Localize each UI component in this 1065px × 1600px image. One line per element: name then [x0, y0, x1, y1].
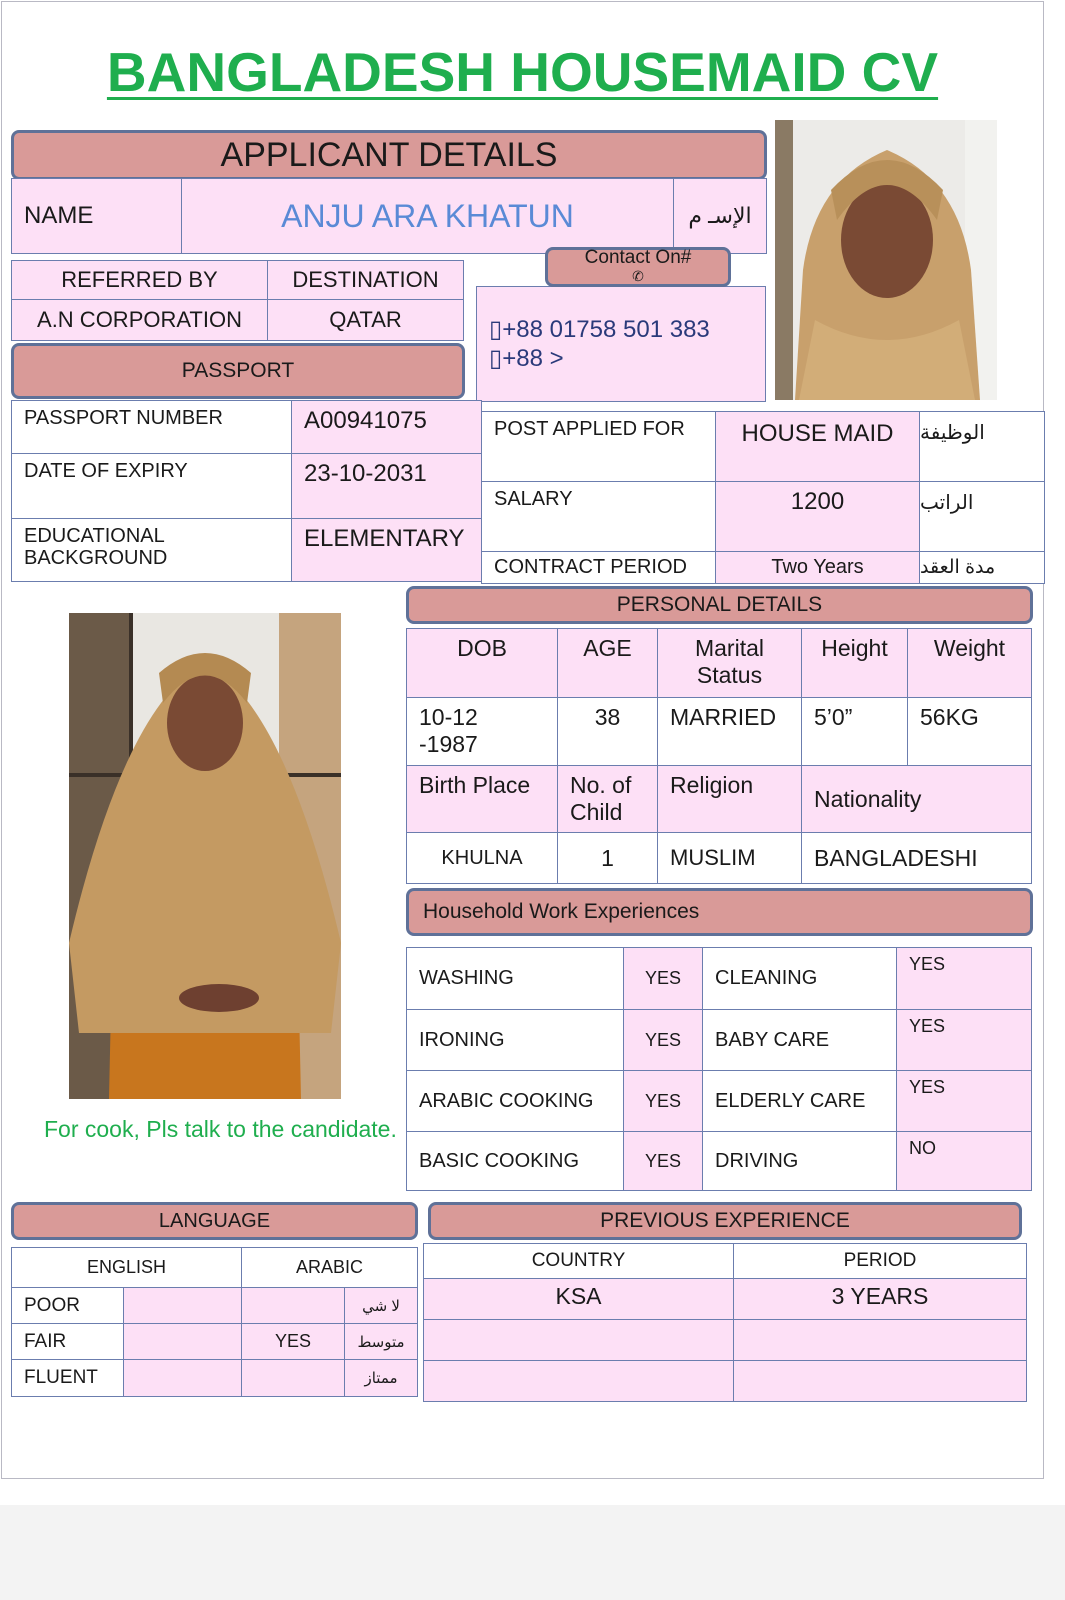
household-header: Household Work Experiences	[406, 888, 1033, 936]
date-of-expiry-value: 23-10-2031	[291, 453, 482, 519]
household-task-cleaning: CLEANING	[702, 947, 897, 1010]
english-fair-value	[123, 1323, 242, 1360]
children-label: No. of Child	[557, 765, 658, 833]
post-arabic-label: الوظيفة	[919, 411, 1045, 482]
household-value-baby-care: YES	[896, 1009, 1032, 1071]
personal-details-header: PERSONAL DETAILS	[406, 586, 1033, 624]
contact-box	[476, 286, 766, 402]
phone-1[interactable]: ▯+88 01758 501 383	[489, 316, 710, 343]
page-title: BANGLADESH HOUSEMAID CV	[106, 41, 939, 103]
previous-country-1: KSA	[423, 1278, 734, 1320]
arabic-fair-label: متوسط	[344, 1323, 418, 1360]
name-label: NAME	[11, 178, 182, 254]
height-label: Height	[801, 628, 908, 698]
previous-period-1: 3 YEARS	[733, 1278, 1027, 1320]
applicant-details-header: APPLICANT DETAILS	[11, 130, 767, 180]
household-value-elderly-care: YES	[896, 1070, 1032, 1132]
nationality-label: Nationality	[801, 765, 1032, 833]
previous-experience-header: PREVIOUS EXPERIENCE	[428, 1202, 1022, 1240]
previous-period-2	[733, 1319, 1027, 1361]
footer-strip	[0, 1505, 1065, 1600]
household-task-driving: DRIVING	[702, 1131, 897, 1191]
destination-label: DESTINATION	[267, 260, 464, 300]
contract-period-value: Two Years	[715, 551, 920, 584]
household-value-basic-cooking: YES	[623, 1131, 703, 1191]
date-of-expiry-label: DATE OF EXPIRY	[11, 453, 292, 519]
contract-period-label: CONTRACT PERIOD	[481, 551, 716, 584]
country-column-label: COUNTRY	[423, 1243, 734, 1279]
height-value: 5’0”	[801, 697, 908, 766]
language-level-fair: FAIR	[11, 1323, 124, 1360]
english-column-label: ENGLISH	[11, 1247, 242, 1288]
arabic-fluent-label: ممتاز	[344, 1359, 418, 1397]
period-column-label: PERIOD	[733, 1243, 1027, 1279]
arabic-column-label: ARABIC	[241, 1247, 418, 1288]
destination-value: QATAR	[267, 299, 464, 341]
marital-status-value: MARRIED	[657, 697, 802, 766]
salary-arabic-label: الراتب	[919, 481, 1045, 552]
household-task-elderly-care: ELDERLY CARE	[702, 1070, 897, 1132]
phone-icon: ✆	[632, 268, 644, 284]
name-arabic-label: الإسـ م	[673, 178, 767, 254]
age-value: 38	[557, 697, 658, 766]
birth-place-value: KHULNA	[406, 832, 558, 884]
passport-number-label: PASSPORT NUMBER	[11, 400, 292, 454]
english-fluent-value	[123, 1359, 242, 1397]
arabic-fluent-value	[241, 1359, 345, 1397]
religion-label: Religion	[657, 765, 802, 833]
language-level-poor: POOR	[11, 1287, 124, 1324]
salary-value: 1200	[715, 481, 920, 552]
arabic-poor-value	[241, 1287, 345, 1324]
children-value: 1	[557, 832, 658, 884]
contract-arabic-label: مدة العقد	[919, 551, 1045, 584]
language-header: LANGUAGE	[11, 1202, 418, 1240]
passport-number-value: A00941075	[291, 400, 482, 454]
cook-note: For cook, Pls talk to the candidate.	[44, 1116, 397, 1142]
household-task-arabic-cooking: ARABIC COOKING	[406, 1070, 624, 1132]
referred-by-value: A.N CORPORATION	[11, 299, 268, 341]
previous-period-3	[733, 1360, 1027, 1402]
contact-header: Contact On# ✆	[545, 247, 731, 287]
post-applied-value: HOUSE MAID	[715, 411, 920, 482]
previous-country-2	[423, 1319, 734, 1361]
weight-value: 56KG	[907, 697, 1032, 766]
nationality-value: BANGLADESHI	[801, 832, 1032, 884]
english-poor-value	[123, 1287, 242, 1324]
household-value-driving: NO	[896, 1131, 1032, 1191]
education-value: ELEMENTARY	[291, 518, 482, 582]
name-value: ANJU ARA KHATUN	[181, 178, 674, 254]
birth-place-label: Birth Place	[406, 765, 558, 833]
household-task-baby-care: BABY CARE	[702, 1009, 897, 1071]
marital-status-label: Marital Status	[657, 628, 802, 698]
household-task-ironing: IRONING	[406, 1009, 624, 1071]
religion-value: MUSLIM	[657, 832, 802, 884]
household-value-arabic-cooking: YES	[623, 1070, 703, 1132]
phone-2[interactable]: ▯+88 >	[489, 345, 564, 372]
dob-label: DOB	[406, 628, 558, 698]
dob-value: 10-12 -1987	[406, 697, 558, 766]
arabic-poor-label: لا شي	[344, 1287, 418, 1324]
age-label: AGE	[557, 628, 658, 698]
household-value-ironing: YES	[623, 1009, 703, 1071]
household-value-washing: YES	[623, 947, 703, 1010]
previous-country-3	[423, 1360, 734, 1402]
applicant-photo-portrait	[775, 120, 997, 400]
household-value-cleaning: YES	[896, 947, 1032, 1010]
passport-header: PASSPORT	[11, 343, 465, 399]
weight-label: Weight	[907, 628, 1032, 698]
household-task-washing: WASHING	[406, 947, 624, 1010]
education-label: EDUCATIONAL BACKGROUND	[11, 518, 292, 582]
applicant-photo-full	[69, 613, 341, 1099]
arabic-fair-value: YES	[241, 1323, 345, 1360]
household-task-basic-cooking: BASIC COOKING	[406, 1131, 624, 1191]
language-level-fluent: FLUENT	[11, 1359, 124, 1397]
salary-label: SALARY	[481, 481, 716, 552]
post-applied-label: POST APPLIED FOR	[481, 411, 716, 482]
referred-by-label: REFERRED BY	[11, 260, 268, 300]
